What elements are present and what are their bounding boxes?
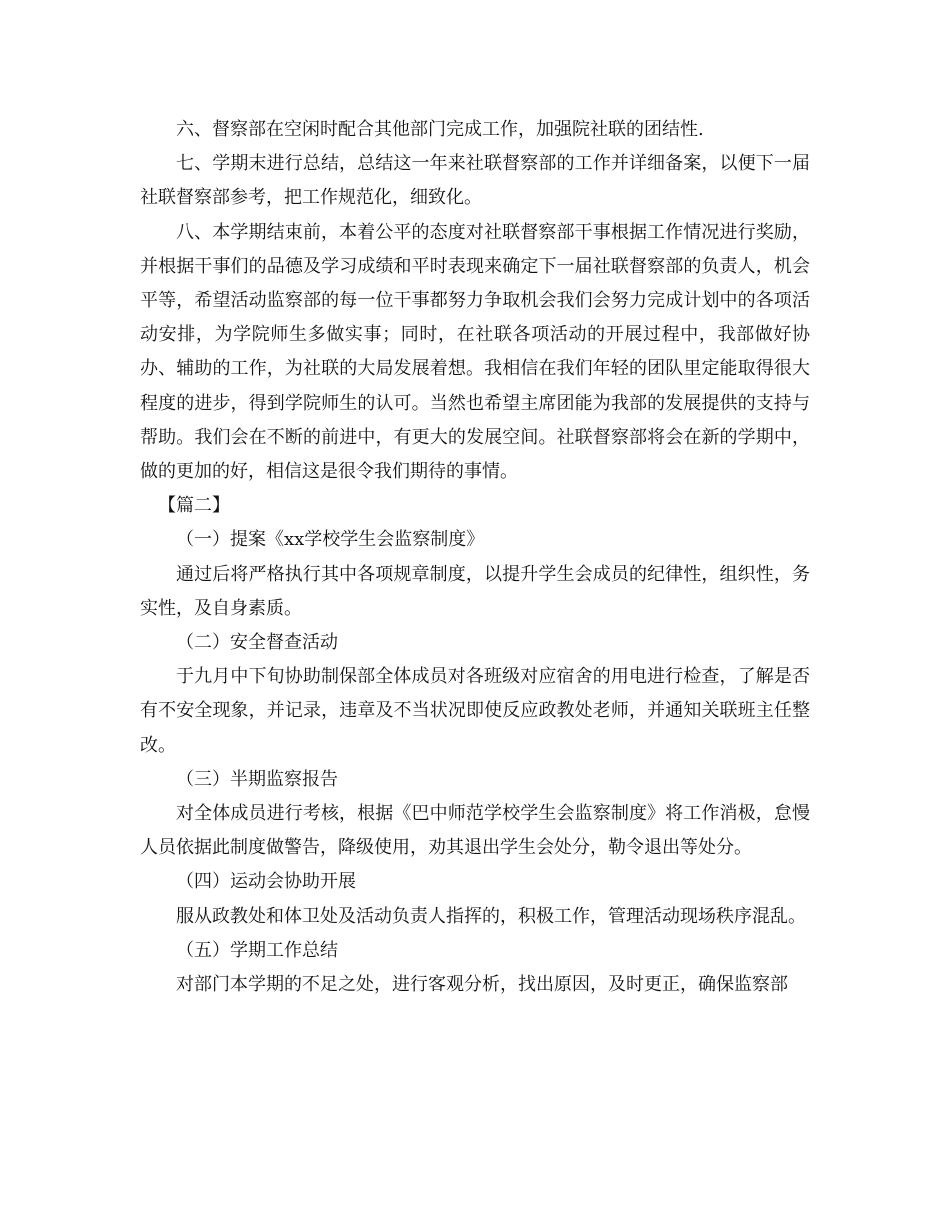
paragraph-six: 六、督察部在空闲时配合其他部门完成工作，加强院社联的团结性. — [176, 119, 704, 140]
paragraph-seven: 七、学期末进行总结，总结这一年来社联督察部的工作并详细备案，以便下一届社联督察部参考，把工作规范化，细致化。 — [140, 153, 810, 209]
item-body-1: 通过后将严格执行其中各项规章制度，以提升学生会成员的纪律性，组织性，务实性，及自身素质。 — [140, 563, 810, 619]
item-body-4: 服从政教处和体卫处及活动负责人指挥的，积极工作，管理活动现场秩序混乱。 — [176, 905, 806, 927]
item-body-2: 于九月中下旬协助制保部全体成员对各班级对应宿舍的用电进行检查，了解是否有不安全现象，并记录，违章及不当状况即使反应政教处老师，并通知关联班主任整改。 — [140, 666, 810, 756]
paragraph-eight: 八、本学期结束前，本着公平的态度对社联督察部干事根据工作情况进行奖励，并根据干事们的品德及学习成绩和平时表现来确定下一届社联督察部的负责人，机会平等，希望活动监察部的每一位干事都努力争取机会我们会努力完成计划中的各项活动安排，为学院师生多做实事；同时，在社联各项活动的开展过程中，我部做好协办、辅助的工作，为社联的大局发展着想。我相信在我们年轻的团队里定能取得很大程度的进步，得到学院师生的认可。当然也希望主席团能为我部的发展提供的支持与帮助。我们会在不断的前进中，有更大的发展空间。社联督察部将会在新的学期中，做的更加的好，相信这是很令我们期待的事情。 — [140, 221, 810, 483]
item-heading-5: （五）学期工作总结 — [176, 939, 338, 961]
item-heading-1: （一）提案《xx学校学生会监察制度》 — [176, 529, 485, 551]
document-page — [140, 113, 810, 1002]
item-heading-2: （二）安全督查活动 — [176, 632, 338, 654]
item-body-5: 对部门本学期的不足之处，进行客观分析，找出原因，及时更正，确保监察部 — [176, 974, 788, 996]
item-body-3: 对全体成员进行考核，根据《巴中师范学校学生会监察制度》将工作消极，怠慢人员依据此制度做警告，降级使用，劝其退出学生会处分，勒令退出等处分。 — [140, 803, 810, 859]
item-heading-3: （三）半期监察报告 — [176, 768, 338, 790]
item-heading-4: （四）运动会协助开展 — [176, 871, 356, 893]
section-title-part-two: 【篇二】 — [158, 495, 230, 517]
